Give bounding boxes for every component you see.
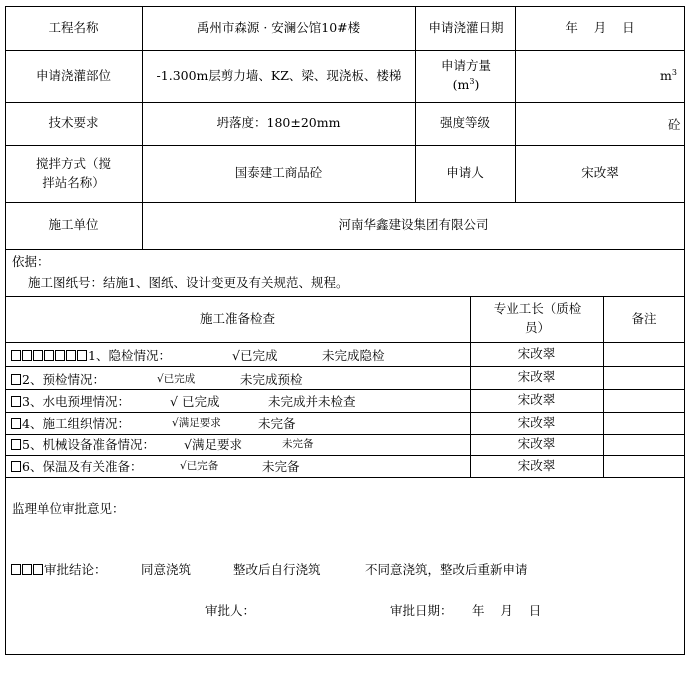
mixing-value: 国泰建工商品砼 bbox=[234, 165, 323, 181]
approval-conclusion bbox=[11, 562, 107, 577]
check-option-done: √已完备 bbox=[180, 460, 219, 472]
check-item-label: 3、水电预埋情况： bbox=[22, 394, 130, 409]
checklist-row-3 bbox=[11, 394, 130, 409]
construction-unit-label: 施工单位 bbox=[48, 217, 99, 233]
checkbox-icon[interactable] bbox=[55, 350, 65, 361]
tech-req-value: 坍落度：180±20mm bbox=[216, 115, 341, 131]
check-option-other: 未完成并未检查 bbox=[268, 394, 356, 409]
checklist-foreman-cell: 宋改翠 bbox=[517, 436, 556, 452]
checkbox-icon[interactable] bbox=[33, 350, 43, 361]
checkbox-icon[interactable] bbox=[22, 564, 32, 575]
volume-unit: $(m^3)$ bbox=[452, 76, 480, 92]
checkbox-icon[interactable] bbox=[66, 350, 76, 361]
checklist-row-1 bbox=[11, 348, 171, 363]
pour-part-value: -1.300m层剪力墙、KZ、梁、现浇板、楼梯 bbox=[156, 67, 402, 83]
checkbox-icon[interactable] bbox=[11, 374, 21, 385]
basis-label: 依据： bbox=[12, 254, 50, 269]
conclusion-label: 审批结论： bbox=[44, 562, 107, 577]
checkbox-icon[interactable] bbox=[22, 350, 32, 361]
pour-part-label: 申请浇灌部位 bbox=[35, 67, 111, 83]
check-option-other: 未完备 bbox=[282, 438, 314, 450]
check-option-done: √已完成 bbox=[157, 373, 196, 385]
checklist-foreman-header: 专业工长（质检员） bbox=[493, 301, 582, 335]
checklist-foreman-cell: 宋改翠 bbox=[517, 414, 556, 430]
check-item-label: 1、隐检情况： bbox=[88, 348, 171, 363]
checkbox-icon[interactable] bbox=[77, 350, 87, 361]
checklist-row-5 bbox=[11, 437, 155, 452]
checkbox-icon[interactable] bbox=[11, 439, 21, 450]
checklist-foreman-cell: 宋改翠 bbox=[517, 345, 556, 361]
check-option-done: √满足要求 bbox=[172, 417, 221, 429]
approver-label: 审批人： bbox=[205, 603, 256, 618]
checkbox-icon[interactable] bbox=[11, 564, 21, 575]
check-option-other: 未完备 bbox=[262, 459, 300, 474]
checkbox-icon[interactable] bbox=[11, 350, 21, 361]
checklist-row-2 bbox=[11, 372, 105, 387]
check-option-other: 未完成预检 bbox=[240, 372, 303, 387]
strength-value-unit: 砼 bbox=[668, 117, 681, 132]
checklist-row-6 bbox=[11, 459, 142, 474]
apply-date-value: 年 月 日 bbox=[565, 19, 635, 35]
applicant-value: 宋改翠 bbox=[581, 165, 619, 181]
basis-text: 施工图纸号：结施1、图纸、设计变更及有关规范、规程。 bbox=[28, 275, 349, 290]
row-divider bbox=[5, 249, 685, 250]
check-item-label: 2、预检情况： bbox=[22, 372, 105, 387]
check-option-done: √满足要求 bbox=[184, 437, 242, 452]
mixing-label: 搅拌方式（搅拌站名称） bbox=[35, 155, 111, 190]
option-agree[interactable]: 同意浇筑 bbox=[141, 562, 192, 577]
checklist-item-header: 施工准备检查 bbox=[199, 310, 275, 326]
checkbox-icon[interactable] bbox=[33, 564, 43, 575]
option-disagree[interactable]: 不同意浇筑，整改后重新申请 bbox=[365, 562, 528, 577]
checklist-foreman-cell: 宋改翠 bbox=[517, 457, 556, 473]
project-name-label: 工程名称 bbox=[48, 19, 99, 35]
checkbox-icon[interactable] bbox=[11, 396, 21, 407]
volume-label: 申请方量 $(m^3)$ bbox=[423, 50, 509, 102]
check-item-label: 4、施工组织情况： bbox=[22, 416, 130, 431]
option-rectify[interactable]: 整改后自行浇筑 bbox=[233, 562, 321, 577]
construction-unit-value: 河南华鑫建设集团有限公司 bbox=[338, 217, 489, 233]
checklist-foreman-cell: 宋改翠 bbox=[517, 392, 556, 408]
approval-date-value: 年 月 日 bbox=[472, 603, 542, 618]
row-divider bbox=[5, 477, 685, 478]
project-name-value: 禹州市森源 · 安澜公馆10#楼 bbox=[196, 19, 361, 35]
apply-date-label: 申请浇灌日期 bbox=[428, 19, 504, 35]
supervision-opinion-label: 监理单位审批意见： bbox=[12, 501, 125, 516]
checkbox-icon[interactable] bbox=[44, 350, 54, 361]
approval-date-label: 审批日期： bbox=[390, 603, 453, 618]
strength-label: 强度等级 bbox=[439, 115, 490, 131]
applicant-label: 申请人 bbox=[446, 165, 484, 181]
volume-value-unit: $m^3$ bbox=[660, 67, 677, 83]
checkbox-icon[interactable] bbox=[11, 461, 21, 472]
check-item-label: 6、保温及有关准备： bbox=[22, 459, 143, 474]
checklist-row-4 bbox=[11, 416, 130, 431]
check-option-other: 未完备 bbox=[258, 416, 296, 431]
checklist-remark-header: 备注 bbox=[631, 310, 657, 326]
check-item-label: 5、机械设备准备情况： bbox=[22, 437, 155, 452]
tech-req-label: 技术要求 bbox=[48, 115, 99, 131]
check-option-done: √ 已完成 bbox=[170, 394, 220, 409]
check-option-other: 未完成隐检 bbox=[322, 348, 385, 363]
checkbox-icon[interactable] bbox=[11, 418, 21, 429]
checklist-foreman-cell: 宋改翠 bbox=[517, 369, 556, 385]
check-option-done: √已完成 bbox=[232, 348, 278, 363]
